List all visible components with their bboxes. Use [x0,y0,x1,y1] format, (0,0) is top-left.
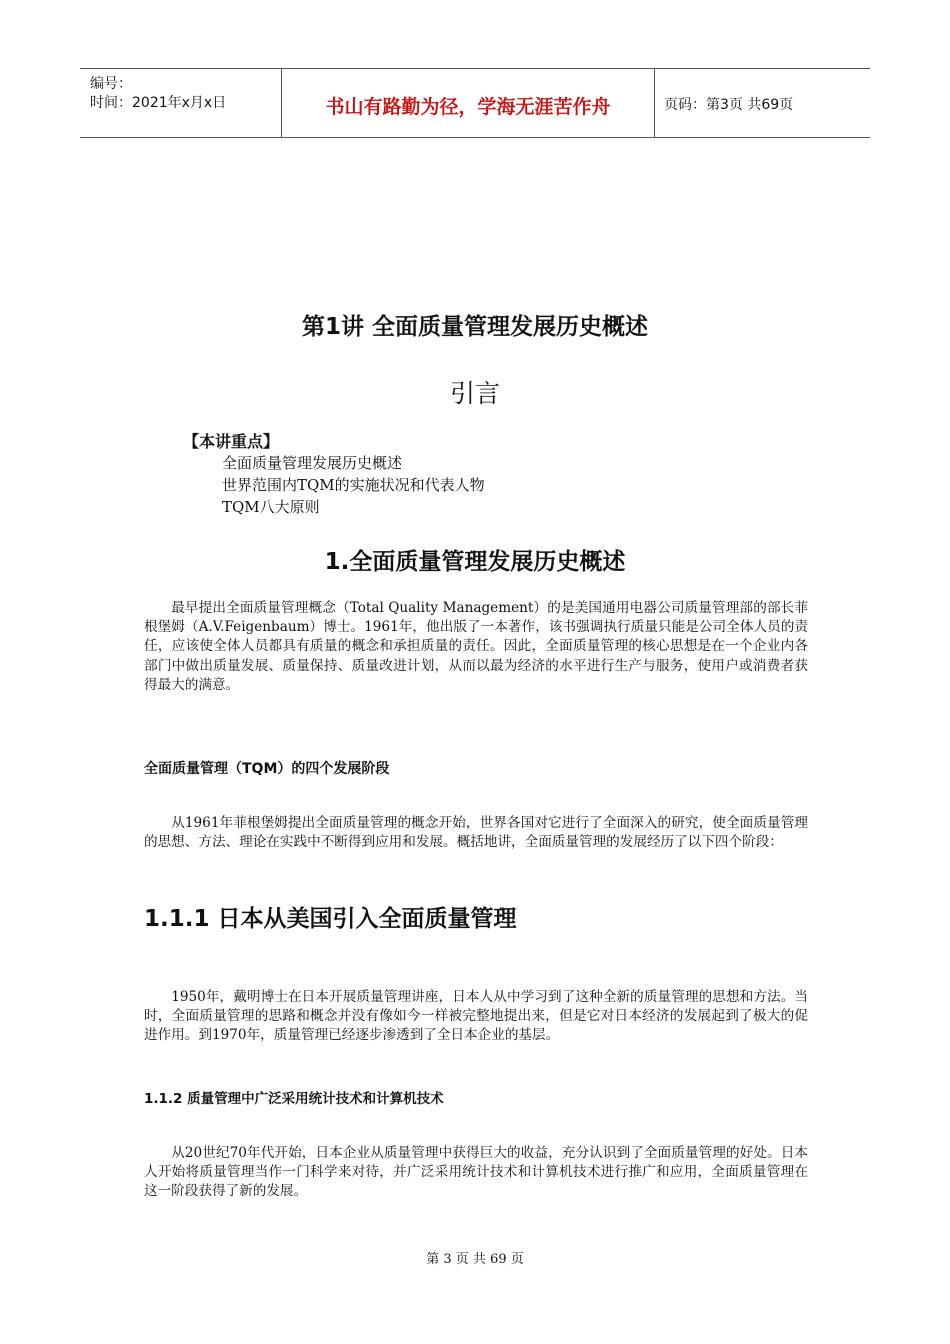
section-1-1-1-title: 1.1.1 日本从美国引入全面质量管理 [144,906,517,932]
section-1-1-2-paragraph: 从20世纪70年代开始，日本企业从质量管理中获得巨大的收益，充分认识到了全面质量管理的好处。日本人开始将质量管理当作一门科学来对待，并广泛采用统计技术和计算机技术进行推广和应用，全面质量管理在这一阶段获得了新的发展。 [144,1145,808,1200]
key-point-item: TQM八大原则 [222,498,320,516]
document-number-label: 编号： [90,76,132,92]
key-points-heading: 【本讲重点】 [183,432,280,451]
header-page-info: 页码：第3页 共69页 [664,97,794,113]
header-motto: 书山有路勤为径，学海无涯苦作舟 [325,96,611,118]
tqm-stages-heading: 全面质量管理（TQM）的四个发展阶段 [144,761,390,777]
page-footer: 第 3 页 共 69 页 [426,1252,524,1267]
key-point-item: 全面质量管理发展历史概述 [222,454,403,472]
section-1-title: 1.全面质量管理发展历史概述 [324,549,626,575]
document-time-label: 时间：2021年x月x日 [90,95,227,111]
header-motto-cell [281,69,655,137]
lecture-title: 第1讲 全面质量管理发展历史概述 [301,314,648,340]
header-page-cell [654,69,870,137]
header-meta-cell [80,69,280,137]
intro-heading: 引言 [449,379,500,408]
document-header-table [80,68,870,138]
tqm-stages-paragraph: 从1961年菲根堡姆提出全面质量管理的概念开始，世界各国对它进行了全面深入的研究，使全面质量管理的思想、方法、理论在实践中不断得到应用和发展。概括地讲，全面质量管理的发展经历了以下四个阶段： [144,815,808,851]
key-point-item: 世界范围内TQM的实施状况和代表人物 [222,476,485,494]
section-1-paragraph: 最早提出全面质量管理概念（Total Quality Management）的是美国通用电器公司质量管理部的部长菲根堡姆（A.V.Feigenbaum）博士。1961年，他出版了一本著作，该书强调执行质量只能是公司全体人员的责任，应该使全体人员都具有质量的概念和承担质量的责任。因此，全面质量管理的核心思想是在一个企业内各部门中做出质量发展、质量保持、质量改进计划，从而以最为经济的水平进行生产与服务，使用户或消费者获得最大的满意。 [144,600,808,693]
section-1-1-1-paragraph: 1950年，戴明博士在日本开展质量管理讲座，日本人从中学习到了这种全新的质量管理的思想和方法。当时，全面质量管理的思路和概念并没有像如今一样被完整地提出来，但是它对日本经济的发展起到了极大的促进作用。到1970年，质量管理已经逐步渗透到了全日本企业的基层。 [144,989,808,1044]
section-1-1-2-title: 1.1.2 质量管理中广泛采用统计技术和计算机技术 [144,1091,444,1107]
